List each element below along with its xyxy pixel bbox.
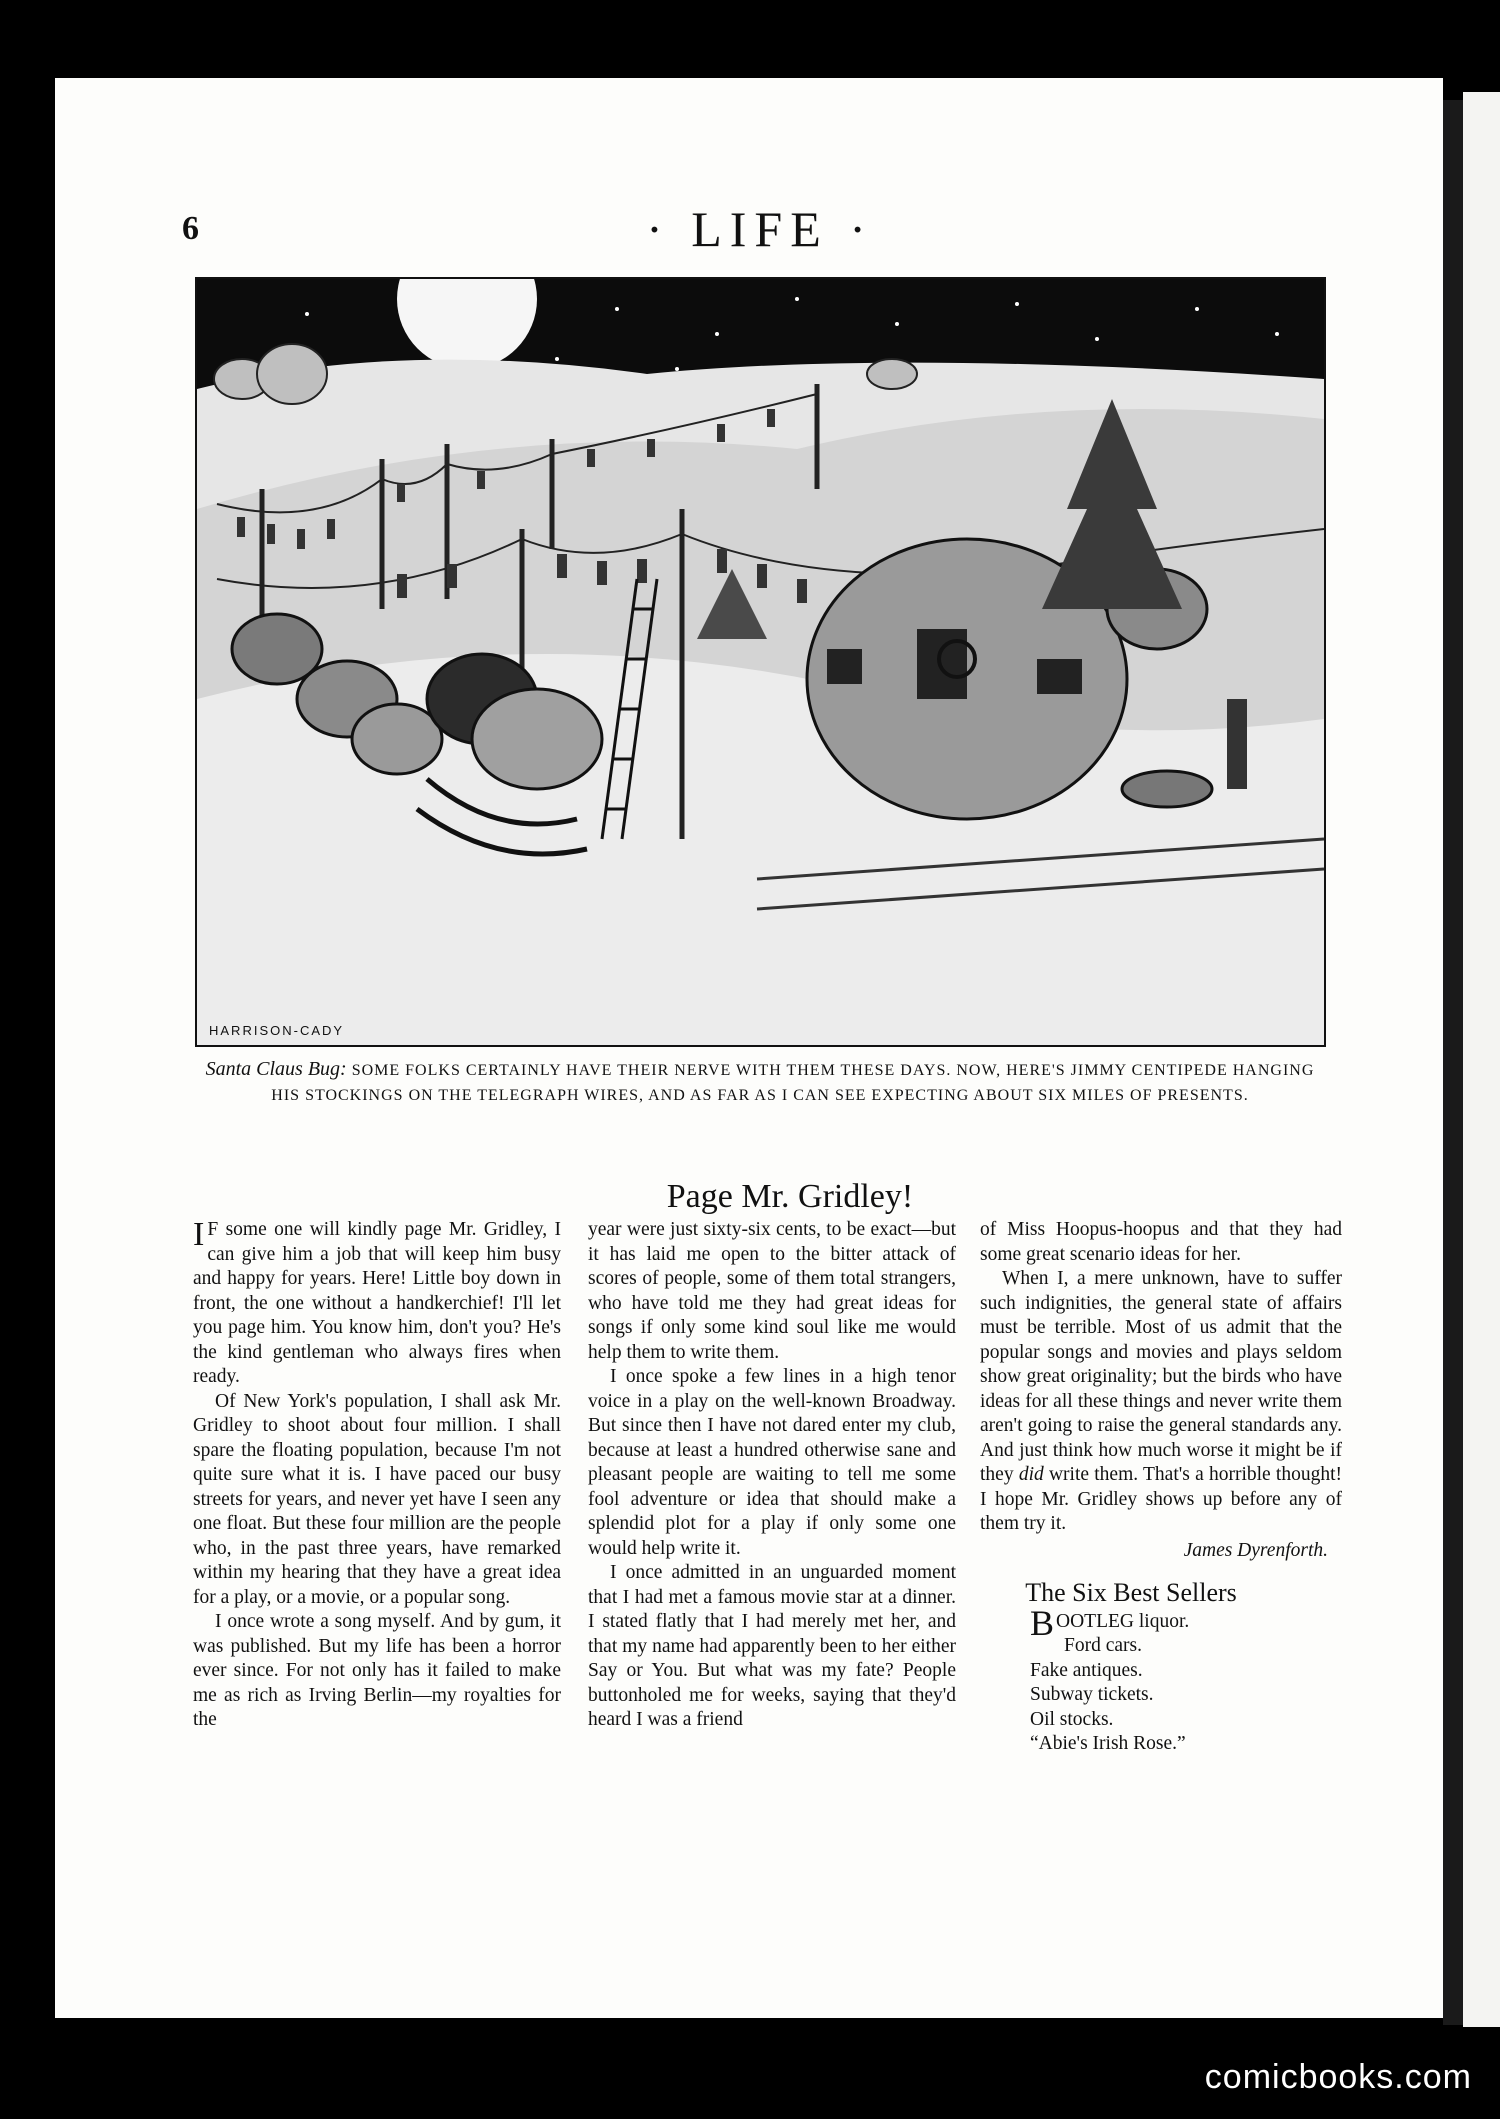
list-item: “Abie's Irish Rose.” [1030, 1733, 1186, 1754]
paragraph: Of New York's population, I shall ask Mr. Gridley to shoot about four million. I shall spare the floating population, because I'm not quite sure what it is. I have paced our busy streets for years, and never yet have I seen any one float. But these four million are the people who, in the past three years, have remarked within my hearing that they have a great idea for a play, or a movie, or a popular song. [193, 1390, 561, 1608]
adjacent-page-edge [1463, 92, 1500, 2027]
paragraph: of Miss Hoopus-hoopus and that they had some great scenario ideas for her. [980, 1219, 1342, 1265]
paragraph: I once wrote a song myself. And by gum, it was published. But my life has been a horror ever since. For not only has it failed to make me as rich as Irving Berlin—my royalties for the [193, 1611, 561, 1730]
page-gutter-shadow [1443, 100, 1463, 2025]
list-item: Fake antiques. [1030, 1659, 1143, 1681]
paragraph: I once spoke a few lines in a high tenor voice in a play on the well-known Broadway. But since then I have not dared enter my club, because at least a hundred otherwise sane and pleasant people are waiting to tell me some fool adventure or idea that should make a splendid plot for a play if only some one would help write it. [588, 1366, 956, 1559]
artist-signature: HARRISON-CADY [209, 1023, 345, 1038]
watermark-text: comicbooks.com [1204, 2058, 1472, 2096]
author-signature: James Dyrenforth. [1183, 1539, 1328, 1561]
list-item: BOOTLEG liquor. [1030, 1602, 1190, 1643]
dropcap: I [193, 1216, 205, 1253]
page-number: 6 [182, 210, 199, 247]
paragraph: I once admitted in an unguarded moment that I had met a famous movie star at a dinner. I stated flatly that I had merely met her, and that my name had apparently been to her either Say or You. But what was my fate? People buttonholed me for weeks, saying that they'd heard I was a friend [588, 1562, 956, 1730]
best-sellers-title: The Six Best Sellers [1025, 1578, 1237, 1607]
caption-lead: Santa Claus Bug: [205, 1058, 347, 1080]
paragraph: I F some one will kindly page Mr. Gridley, I can give him a job that will keep him busy and happy for years. Here! Little boy down in front, the one without a handkerchief! I'll let you page him. You know him, don't you? He's the kind gentleman who always fires when ready. [193, 1216, 561, 1387]
list-item: Ford cars. [1064, 1635, 1142, 1656]
article-title: Page Mr. Gridley! [666, 1178, 914, 1215]
article-column-2 [588, 1218, 956, 1733]
illustration-caption [190, 1057, 1330, 1108]
winter-scene-drawing [197, 279, 1324, 1045]
paragraph: year were just sixty-six cents, to be exact—but it has laid me open to the bitter attack of scores of people, some of them total strangers, who have told me they had great ideas for songs if only some kind soul like me would help them to write them. [588, 1219, 956, 1363]
masthead-title: · LIFE · [646, 201, 874, 257]
article-column-3 [980, 1218, 1342, 1757]
illustration-image [195, 277, 1326, 1047]
list-item: Subway tickets. [1030, 1684, 1154, 1705]
caption-text: SOME FOLKS CERTAINLY HAVE THEIR NERVE WITH THEM THESE DAYS. NOW, HERE'S JIMMY CENTIPEDE HANGING HIS STOCKINGS ON THE TELEGRAPH WIRES, AND AS FAR AS I CAN SEE EXPECTING ABOUT SIX MILES OF PRESENTS. [271, 1062, 1315, 1104]
list-item: Oil stocks. [1030, 1708, 1114, 1730]
best-sellers-list [980, 1602, 1342, 1757]
paragraph: When I, a mere unknown, have to suffer such indignities, the general state of affairs must be terrible. Most of us admit that the popular songs and movies and plays seldom show great originality; but the birds who have ideas for all these things and never write them aren't going to raise the general standards any. And just think how much worse it might be if they did write them. That's a horrible thought! I hope Mr. Gridley shows up before any of them try it. [980, 1268, 1342, 1534]
article-column-1 [193, 1218, 561, 1733]
